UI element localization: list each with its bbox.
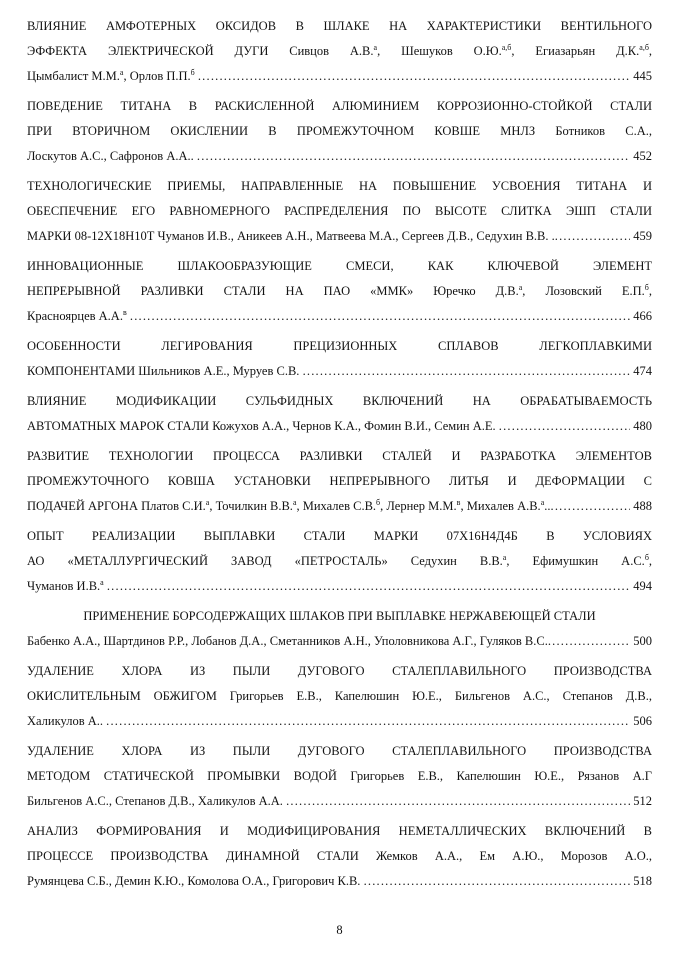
toc-entry <box>27 254 652 329</box>
dot-leader <box>548 629 630 654</box>
toc-entry-page-number: 488 <box>633 499 652 513</box>
toc-entry-authors: Румянцева С.Б., Демин К.Ю., Комолова О.А., Григорович К.В. <box>27 874 364 888</box>
toc-entry <box>27 604 652 654</box>
toc-entry-authors: Бильгенов А.С., Степанов Д.В., Халикулов А.А. <box>27 794 287 808</box>
toc-entry-authors: Бабенко А.А., Шартдинов Р.Р., Лобанов Д.А., Сметанников А.Н., Уполовникова А.Г., Гуляков В.С. <box>27 634 548 648</box>
toc-entry-title-line: ПРОЦЕССЕ ПРОИЗВОДСТВА ДИНАМНОЙ СТАЛИ Жемков А.А., Ем А.Ю., Морозов А.О., <box>27 849 652 863</box>
dot-leader <box>551 494 631 519</box>
dot-leader <box>130 304 630 329</box>
page-number-footer: 8 <box>336 923 343 937</box>
toc-entry-authors: Халикулов А.. <box>27 714 107 728</box>
toc-entry-page-number: 452 <box>633 149 652 163</box>
toc-entry-authors: Чуманов И.В.$^а$ <box>27 577 104 593</box>
toc-entry-last-line <box>27 64 652 89</box>
toc-entry-authors: Лоскутов А.С., Сафронов А.А.. <box>27 149 197 163</box>
toc-entry-title-line: ПРОМЕЖУТОЧНОГО КОВША УСТАНОВКИ НЕПРЕРЫВНОГО ЛИТЬЯ И ДЕФОРМАЦИИ С <box>27 474 652 488</box>
dot-leader <box>364 869 631 894</box>
toc-entry-last-line <box>27 869 652 894</box>
dot-leader <box>303 359 631 384</box>
toc-entry-page-number: 445 <box>633 69 652 83</box>
toc-entry-title-line: ВЛИЯНИЕ МОДИФИКАЦИИ СУЛЬФИДНЫХ ВКЛЮЧЕНИЙ НА ОБРАБАТЫВАЕМОСТЬ <box>27 394 652 408</box>
toc-entry-title-line: ОКИСЛИТЕЛЬНЫМ ОБЖИГОМ Григорьев Е.В., Капелюшин Ю.Е., Бильгенов А.С., Степанов Д.В., <box>27 689 652 703</box>
dot-leader <box>555 224 631 249</box>
toc-entry-page-number: 474 <box>633 364 652 378</box>
toc-entry-title-line: ОБЕСПЕЧЕНИЕ ЕГО РАВНОМЕРНОГО РАСПРЕДЕЛЕНИЯ ПО ВЫСОТЕ СЛИТКА ЭШП СТАЛИ <box>27 204 652 218</box>
toc-entry <box>27 14 652 89</box>
toc-entry-title-line: ПОВЕДЕНИЕ ТИТАНА В РАСКИСЛЕННОЙ АЛЮМИНИЕМ КОРРОЗИОННО-СТОЙКОЙ СТАЛИ <box>27 99 652 113</box>
toc-entry-last-line <box>27 789 652 814</box>
toc-entry-title-line: ВЛИЯНИЕ АМФОТЕРНЫХ ОКСИДОВ В ШЛАКЕ НА ХАРАКТЕРИСТИКИ ВЕНТИЛЬНОГО <box>27 19 652 33</box>
toc-entry-authors: КОМПОНЕНТАМИ Шильников А.Е., Муруев С.В. <box>27 364 303 378</box>
toc-entry-title-line: ЭФФЕКТА ЭЛЕКТРИЧЕСКОЙ ДУГИ Сивцов А.В.$^а$, Шешуков О.Ю.$^{а,б}$, Егиазарьян Д.К.$^{а,б}$, <box>27 42 653 58</box>
toc-entry <box>27 174 652 249</box>
toc-entry-last-line <box>27 574 652 599</box>
toc-entry-page-number: 494 <box>633 579 652 593</box>
toc-entry-title-line: ОПЫТ РЕАЛИЗАЦИИ ВЫПЛАВКИ СТАЛИ МАРКИ 07Х16Н4Д4Б В УСЛОВИЯХ <box>27 529 652 543</box>
toc-entry-title-line: АО «МЕТАЛЛУРГИЧЕСКИЙ ЗАВОД «ПЕТРОСТАЛЬ» Седухин В.В.$^а$, Ефимушкин А.С.$^б$, <box>27 552 653 568</box>
toc-entry-authors: Цымбалист М.М.$^а$, Орлов П.П.$^б$ <box>27 67 195 83</box>
toc-entry-last-line <box>27 359 652 384</box>
dot-leader <box>198 64 630 89</box>
toc-entry-title-line: ИННОВАЦИОННЫЕ ШЛАКООБРАЗУЮЩИЕ СМЕСИ, КАК КЛЮЧЕВОЙ ЭЛЕМЕНТ <box>27 259 652 273</box>
toc-entry <box>27 739 652 814</box>
toc-entry-page-number: 466 <box>633 309 652 323</box>
toc-entry-last-line <box>27 494 652 519</box>
toc-entry-title-line: РАЗВИТИЕ ТЕХНОЛОГИИ ПРОЦЕССА РАЗЛИВКИ СТАЛЕЙ И РАЗРАБОТКА ЭЛЕМЕНТОВ <box>27 449 652 463</box>
toc-entry-title-line: ПРИМЕНЕНИЕ БОРСОДЕРЖАЩИХ ШЛАКОВ ПРИ ВЫПЛАВКЕ НЕРЖАВЕЮЩЕЙ СТАЛИ <box>83 609 596 623</box>
toc-entry-page-number: 518 <box>633 874 652 888</box>
dot-leader <box>286 789 630 814</box>
toc-entry <box>27 444 652 519</box>
toc-entry-title-line: АНАЛИЗ ФОРМИРОВАНИЯ И МОДИФИЦИРОВАНИЯ НЕМЕТАЛЛИЧЕСКИХ ВКЛЮЧЕНИЙ В <box>27 824 652 838</box>
toc-entry-authors: МАРКИ 08-12Х18Н10Т Чуманов И.В., Аникеев А.Н., Матвеева М.А., Сергеев Д.В., Седухин В.В. . <box>27 229 555 243</box>
dot-leader <box>499 414 630 439</box>
dot-leader <box>107 574 630 599</box>
toc-entry-last-line <box>27 629 652 654</box>
toc-entry-title-line: ТЕХНОЛОГИЧЕСКИЕ ПРИЕМЫ, НАПРАВЛЕННЫЕ НА ПОВЫШЕНИЕ УСВОЕНИЯ ТИТАНА И <box>27 179 652 193</box>
toc-entry-last-line <box>27 224 652 249</box>
toc-entry <box>27 659 652 734</box>
toc-entry <box>27 819 652 894</box>
toc-entry <box>27 94 652 169</box>
toc-entry <box>27 389 652 439</box>
toc-entry-page-number: 480 <box>633 419 652 433</box>
toc-entry <box>27 524 652 599</box>
toc-entry-title-line: ОСОБЕННОСТИ ЛЕГИРОВАНИЯ ПРЕЦИЗИОННЫХ СПЛАВОВ ЛЕГКОПЛАВКИМИ <box>27 339 652 353</box>
dot-leader <box>106 709 630 734</box>
toc-entry <box>27 334 652 384</box>
toc-entry-title-line: УДАЛЕНИЕ ХЛОРА ИЗ ПЫЛИ ДУГОВОГО СТАЛЕПЛАВИЛЬНОГО ПРОИЗВОДСТВА <box>27 664 652 678</box>
toc-entry-authors: ПОДАЧЕЙ АРГОНА Платов С.И.$^а$, Точилкин В.В.$^а$, Михалев С.В.$^б$, Лернер М.М.$^в$, Михалев А.В.$^а$.. <box>27 497 551 513</box>
toc-entry-authors: Красноярцев А.А.$^в$ <box>27 307 127 323</box>
dot-leader <box>197 144 630 169</box>
toc-entry-last-line <box>27 709 652 734</box>
toc-entry-title-line: УДАЛЕНИЕ ХЛОРА ИЗ ПЫЛИ ДУГОВОГО СТАЛЕПЛАВИЛЬНОГО ПРОИЗВОДСТВА <box>27 744 652 758</box>
toc-entry-title-line: ПРИ ВТОРИЧНОМ ОКИСЛЕНИИ В ПРОМЕЖУТОЧНОМ КОВШЕ МНЛЗ Ботников С.А., <box>27 124 652 138</box>
toc-entry-last-line <box>27 304 652 329</box>
toc-entry-last-line <box>27 144 652 169</box>
toc-entry-page-number: 512 <box>633 794 652 808</box>
toc-entry-authors: АВТОМАТНЫХ МАРОК СТАЛИ Кожухов А.А., Чернов К.А., Фомин В.И., Семин А.Е. <box>27 419 499 433</box>
toc-entry-page-number: 459 <box>633 229 652 243</box>
toc-entry-page-number: 500 <box>633 634 652 648</box>
toc-entry-title-line: МЕТОДОМ СТАТИЧЕСКОЙ ПРОМЫВКИ ВОДОЙ Григорьев Е.В., Капелюшин Ю.Е., Рязанов А.Г <box>27 769 652 783</box>
toc-entry-last-line <box>27 414 652 439</box>
toc-entry-page-number: 506 <box>633 714 652 728</box>
toc-entry-title-line: НЕПРЕРЫВНОЙ РАЗЛИВКИ СТАЛИ НА ПАО «ММК» Юречко Д.В.$^а$, Лозовский Е.П.$^б$, <box>27 282 652 298</box>
